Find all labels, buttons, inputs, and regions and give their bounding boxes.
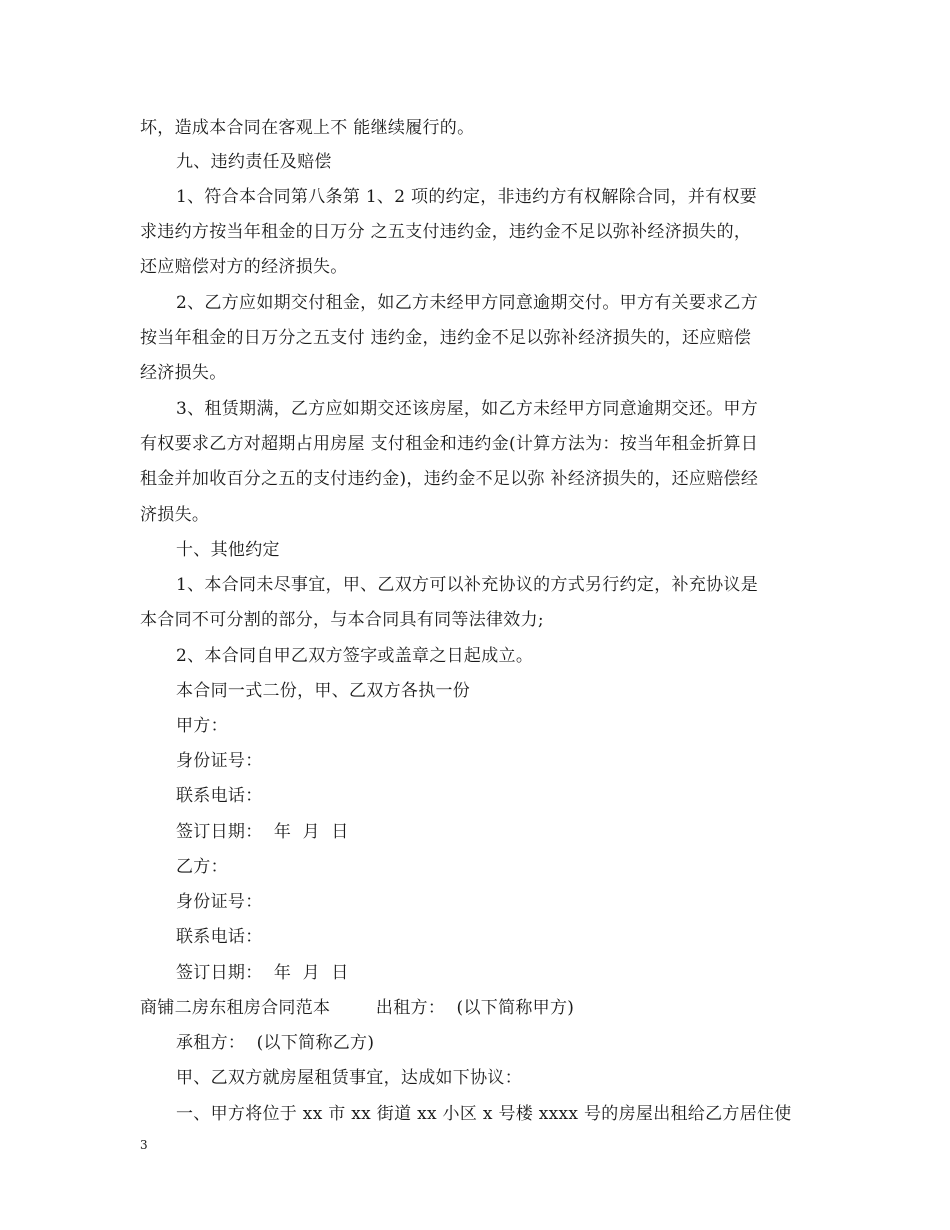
paragraph-line: 本合同不可分割的部分，与本合同具有同等法律效力; xyxy=(140,610,544,630)
signature-field-id-number: 身份证号： xyxy=(176,751,263,771)
section-heading: 九、违约责任及赔偿 xyxy=(176,152,332,172)
paragraph-line: 本合同一式二份，甲、乙双方各执一份 xyxy=(176,681,471,701)
paragraph-line: 承租方： (以下简称乙方) xyxy=(176,1033,375,1053)
signature-field-id-number: 身份证号： xyxy=(176,892,263,912)
paragraph-line: 1、本合同未尽事宜，甲、乙双方可以补充协议的方式另行约定，补充协议是 xyxy=(176,575,759,595)
paragraph-line: 一、甲方将位于 xx 市 xx 街道 xx 小区 x 号楼 xxxx 号的房屋出租给乙方居住使 xyxy=(176,1104,792,1124)
paragraph-line: 甲、乙双方就房屋租赁事宜，达成如下协议： xyxy=(176,1068,522,1088)
paragraph-line: 还应赔偿对方的经济损失。 xyxy=(140,257,348,277)
signature-field-phone: 联系电话： xyxy=(176,927,263,947)
section-heading: 十、其他约定 xyxy=(176,540,280,560)
contract-title-line: 商铺二房东租房合同范本 出租方： (以下简称甲方) xyxy=(140,998,575,1018)
paragraph-line: 经济损失。 xyxy=(140,363,227,383)
paragraph-line: 坏，造成本合同在客观上不 能继续履行的。 xyxy=(140,118,475,138)
paragraph-line: 2、本合同自甲乙双方签字或盖章之日起成立。 xyxy=(176,646,534,666)
page-number: 3 xyxy=(140,1138,148,1152)
paragraph-line: 租金并加收百分之五的支付违约金)，违约金不足以弥 补经济损失的，还应赔偿经 xyxy=(140,469,759,489)
signature-field-party-a: 甲方： xyxy=(176,716,228,736)
paragraph-line: 按当年租金的日万分之五支付 违约金，违约金不足以弥补经济损失的，还应赔偿 xyxy=(140,328,752,348)
paragraph-line: 2、乙方应如期交付租金，如乙方未经甲方同意逾期交付。甲方有关要求乙方 xyxy=(176,293,759,313)
paragraph-line: 求违约方按当年租金的日万分 之五支付违约金，违约金不足以弥补经济损失的， xyxy=(140,222,752,242)
paragraph-line: 有权要求乙方对超期占用房屋 支付租金和违约金(计算方法为：按当年租金折算日 xyxy=(140,434,759,454)
signature-field-date: 签订日期： 年 月 日 xyxy=(176,963,349,983)
signature-field-party-b: 乙方： xyxy=(176,857,228,877)
paragraph-line: 3、租赁期满，乙方应如期交还该房屋，如乙方未经甲方同意逾期交还。甲方 xyxy=(176,399,759,419)
signature-field-phone: 联系电话： xyxy=(176,786,263,806)
signature-field-date: 签订日期： 年 月 日 xyxy=(176,822,349,842)
paragraph-line: 1、符合本合同第八条第 1、2 项的约定，非违约方有权解除合同，并有权要 xyxy=(176,187,758,207)
paragraph-line: 济损失。 xyxy=(140,505,210,525)
